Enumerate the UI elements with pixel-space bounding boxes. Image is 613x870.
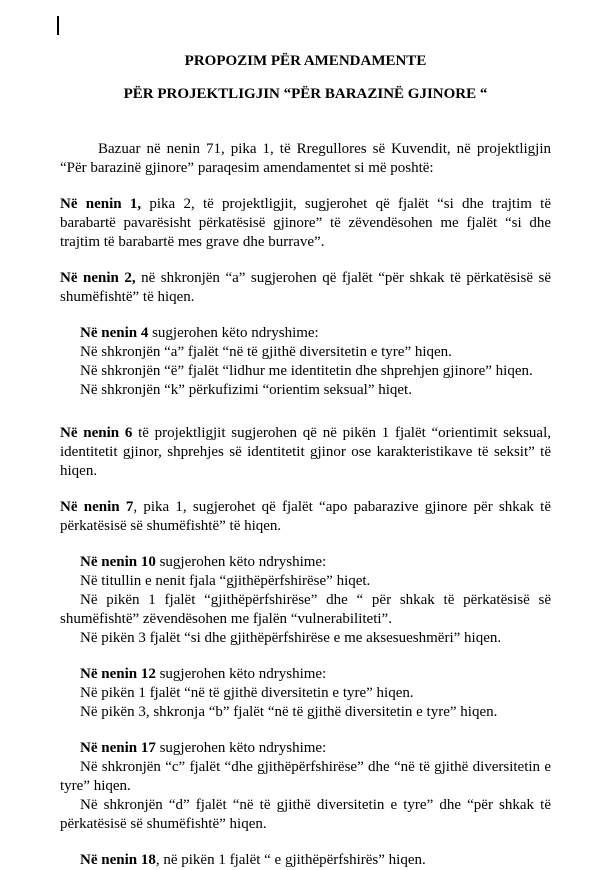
section-nenin-17-text: sugjerohen këto ndryshime: <box>155 740 327 756</box>
section-nenin-7-heading: Në nenin 7 <box>60 499 134 515</box>
section-nenin-7-paragraph <box>60 498 551 536</box>
section-nenin-6-text: të projektligjit sugjerohen që në pikën 1 fjalët “orientimit seksual, identitetit gjinor, shprehjes së identitetit gjinor ose karakteristikave të seksit” të hiqen. <box>60 425 551 479</box>
section-nenin-2-paragraph <box>60 269 551 307</box>
section-nenin-7-text: , pika 1, sugjerohet që fjalët “apo pabarazive gjinore për shkak të përkatësisë së shumëfishtë” të hiqen. <box>60 499 551 534</box>
section-nenin-4-paragraph <box>60 324 551 343</box>
section-nenin-4-item: Në shkronjën “ë” fjalët “lidhur me identitetin dhe shprehjen gjinore” hiqen. <box>80 363 533 379</box>
section-nenin-6-paragraph <box>60 424 551 481</box>
intro-paragraph: Bazuar në nenin 71, pika 1, të Rregullores së Kuvendit, në projektligjin “Për barazinë gjinore” paraqesim amendamentet si më poshtë: <box>60 141 551 176</box>
section-nenin-4-item: Në shkronjën “a” fjalët “në të gjithë diversitetin e tyre” hiqen. <box>80 344 452 360</box>
section-nenin-10-item: Në pikën 1 fjalët “gjithëpërfshirëse” dhe “ për shkak të përkatësisë së shumëfishtë” zëvendësohen me fjalën “vulnerabiliteti”. <box>60 592 551 627</box>
section-nenin-17-heading: Në nenin 17 <box>80 740 156 756</box>
section-nenin-12-heading: Në nenin 12 <box>80 666 156 682</box>
section-nenin-10-heading: Në nenin 10 <box>80 554 156 570</box>
section-nenin-1-paragraph <box>60 195 551 252</box>
document-subtitle: PËR PROJEKTLIGJIN “PËR BARAZINË GJINORE “ <box>123 86 488 102</box>
section-nenin-17-paragraph <box>60 739 551 758</box>
section-nenin-4-item: Në shkronjën “k” përkufizimi “orientim seksual” hiqet. <box>80 382 412 398</box>
section-nenin-17-item: Në shkronjën “d” fjalët “në të gjithë diversitetin e tyre” dhe “për shkak të përkatësisë së shumëfishtë” hiqen. <box>60 797 551 832</box>
document-title: PROPOZIM PËR AMENDAMENTE <box>184 53 427 69</box>
section-nenin-4-text: sugjerohen këto ndryshime: <box>148 325 319 341</box>
section-nenin-12-item: Në pikën 1 fjalët “në të gjithë diversitetin e tyre” hiqen. <box>80 685 414 701</box>
section-nenin-1-heading: Në nenin 1, <box>60 196 142 212</box>
section-nenin-2-text: në shkronjën “a” sugjerohen që fjalët “për shkak të përkatësisë së shumëfishtë” të hiqen. <box>60 270 551 305</box>
section-nenin-12-text: sugjerohen këto ndryshime: <box>155 666 327 682</box>
section-nenin-18-heading: Në nenin 18 <box>80 852 156 868</box>
section-nenin-12-item: Në pikën 3, shkronja “b” fjalët “në të gjithë diversitetin e tyre” hiqen. <box>80 704 498 720</box>
section-nenin-12-paragraph <box>60 665 551 684</box>
section-nenin-10-paragraph <box>60 553 551 572</box>
section-nenin-18-text: , në pikën 1 fjalët “ e gjithëpërfshirës” hiqen. <box>155 852 426 868</box>
section-nenin-4-heading: Në nenin 4 <box>80 325 149 341</box>
section-nenin-2-heading: Në nenin 2, <box>60 270 136 286</box>
section-nenin-17-item: Në shkronjën “c” fjalët “dhe gjithëpërfshirëse” dhe “në të gjithë diversitetin e tyre” hiqen. <box>60 759 551 794</box>
section-nenin-10-text: sugjerohen këto ndryshime: <box>155 554 327 570</box>
section-nenin-10-item: Në titullin e nenit fjala “gjithëpërfshirëse” hiqet. <box>80 573 371 589</box>
text-cursor <box>57 16 59 35</box>
section-nenin-6-heading: Në nenin 6 <box>60 425 133 441</box>
section-nenin-1-text: pika 2, të projektligjit, sugjerohet që fjalët “si dhe trajtim të barabartë pavarësisht përkatësisë gjinore” të zëvendësohen me fjalët “si dhe trajtim të barabartë mes grave dhe burrave”. <box>60 196 551 250</box>
section-nenin-18-paragraph <box>60 851 551 870</box>
section-nenin-10-item: Në pikën 3 fjalët “si dhe gjithëpërfshirëse e me aksesueshmëri” hiqen. <box>80 630 502 646</box>
